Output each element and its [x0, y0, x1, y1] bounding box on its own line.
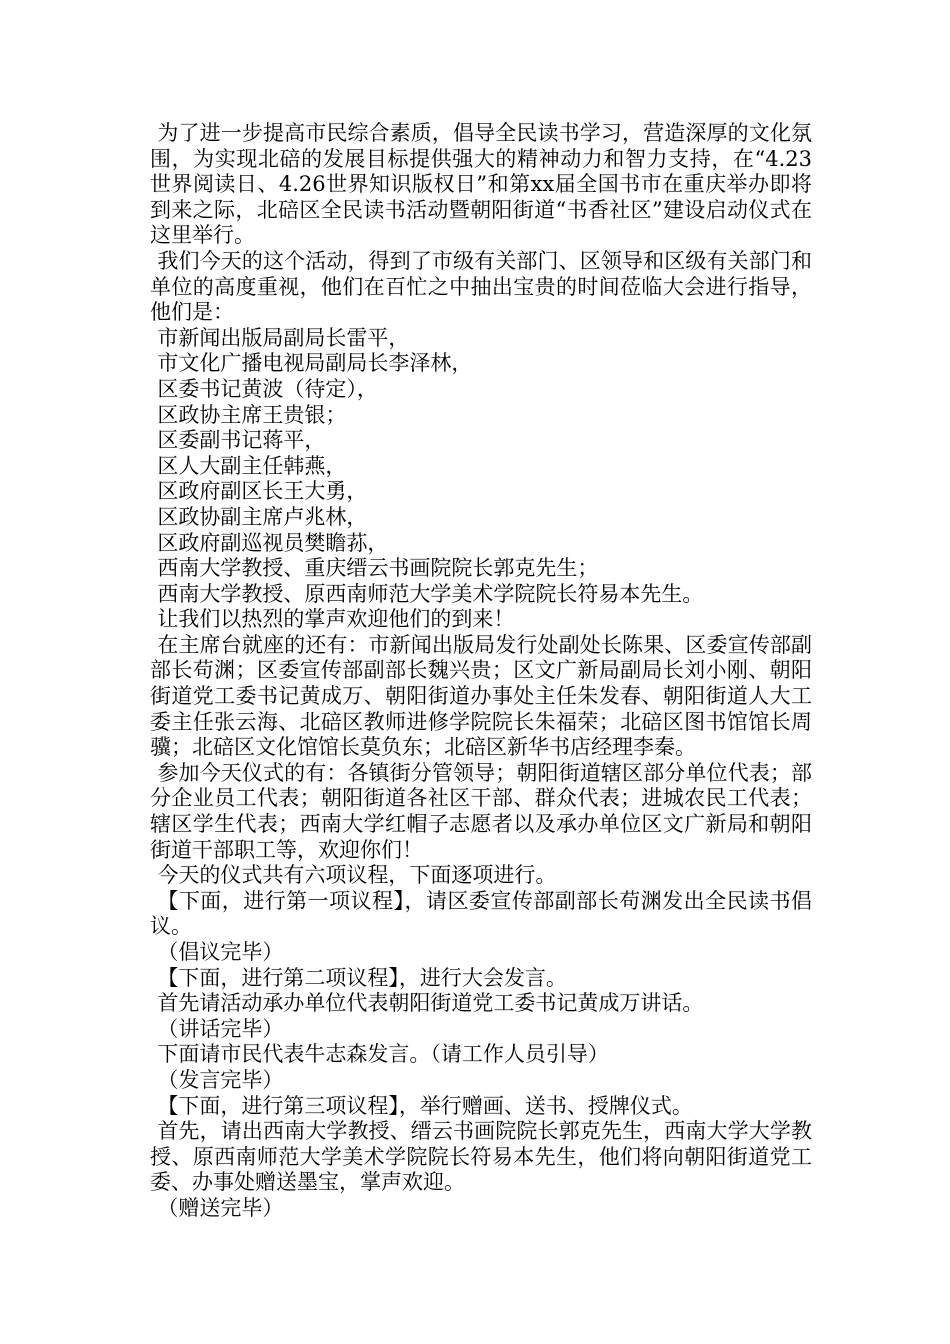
paragraph-intro: 为了进一步提高市民综合素质，倡导全民读书学习，营造深厚的文化氛围，为实现北碚的发展目标提供强大的精神动力和智力支持，在“4.23世界阅读日、4.26世界知识版权日”和第xx届全国书市在重庆举办即将到来之际，北碚区全民读书活动暨朝阳街道“书香社区”建设启动仪式在这里举行。	[150, 121, 812, 248]
agenda-item-1: 【下面，进行第一项议程】，请区委宣传部副部长苟渊发出全民读书倡议。	[150, 888, 812, 939]
guest-line: 区人大副主任韩燕，	[157, 453, 347, 478]
agenda-item-3: 【下面，进行第三项议程】，举行赠画、送书、授牌仪式。	[157, 1093, 693, 1118]
guest-line: 区政协主席王贵银；	[157, 402, 347, 427]
guest-line: 西南大学教授、重庆缙云书画院院长郭克先生；	[157, 556, 599, 581]
guest-line: 西南大学教授、原西南师范大学美术学院院长符易本先生。	[157, 581, 704, 606]
guest-line: 区委书记黄波（待定），	[157, 376, 378, 401]
stage-note: （倡议完毕）	[157, 940, 284, 964]
paragraph-guests-intro: 我们今天的这个活动，得到了市级有关部门、区领导和区级有关部门和单位的高度重视，他们在百忙之中抽出宝贵的时间莅临大会进行指导，他们是：	[150, 248, 812, 325]
paragraph-welcome: 让我们以热烈的掌声欢迎他们的到来！	[157, 607, 515, 632]
stage-note: （赠送完毕）	[157, 1195, 284, 1220]
stage-note: （发言完毕）	[157, 1067, 284, 1092]
guest-line: 区政协副主席卢兆林，	[157, 504, 368, 529]
paragraph-agenda: 今天的仪式共有六项议程，下面逐项进行。	[157, 863, 557, 888]
agenda-item-2: 【下面，进行第二项议程】，进行大会发言。	[157, 965, 567, 990]
paragraph-rostrum: 在主席台就座的还有：市新闻出版局发行处副处长陈果、区委宣传部副部长苟渊；区委宣传部副部长魏兴贵；区文广新局副局长刘小刚、朝阳街道党工委书记黄成万、朝阳街道办事处主任朱发春、朝阳街道人大工委主任张云海、北碚区教师进修学院院长朱福荣；北碚区图书馆馆长周骥；北碚区文化馆馆长莫负东；北碚区新华书店经理李秦。	[150, 632, 812, 760]
guest-line: 区政府副区长王大勇，	[157, 479, 368, 504]
document-body	[150, 121, 812, 1222]
guest-line: 区委副书记蒋平，	[157, 428, 326, 453]
guest-line: 市文化广播电视局副局长李泽林，	[157, 351, 473, 376]
paragraph-speech: 首先请活动承办单位代表朝阳街道党工委书记黄成万讲话。	[157, 991, 704, 1016]
guest-line: 区政府副巡视员樊瞻荪，	[157, 530, 389, 555]
stage-note: （讲话完毕）	[157, 1016, 284, 1041]
paragraph-speech: 下面请市民代表牛志森发言。（请工作人员引导）	[157, 1042, 609, 1067]
paragraph-attendees: 参加今天仪式的有：各镇街分管领导；朝阳街道辖区部分单位代表；部分企业员工代表；朝阳街道各社区干部、群众代表；进城农民工代表；辖区学生代表；西南大学红帽子志愿者以及承办单位区文广新局和朝阳街道干部职工等，欢迎你们！	[150, 760, 812, 862]
guest-line: 市新闻出版局副局长雷平，	[157, 325, 410, 350]
paragraph-gift: 首先，请出西南大学教授、缙云书画院院长郭克先生，西南大学大学教授、原西南师范大学美术学院院长符易本先生，他们将向朝阳街道党工委、办事处赠送墨宝，掌声欢迎。	[150, 1119, 812, 1195]
